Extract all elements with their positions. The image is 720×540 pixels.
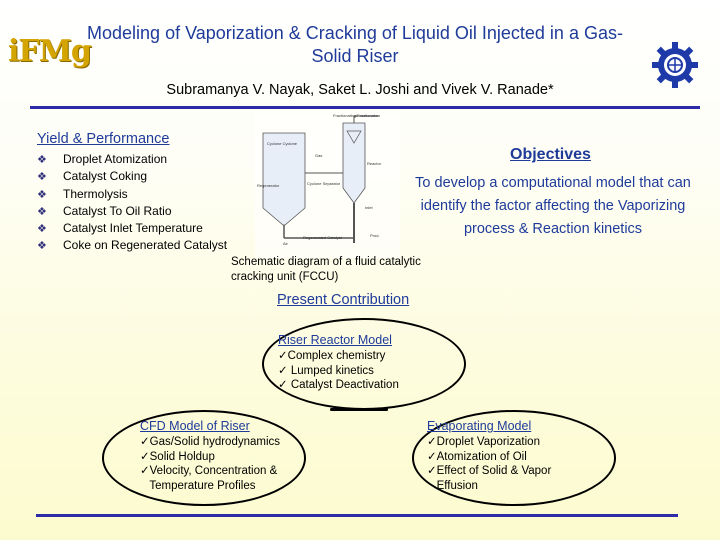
list-item: ✓Gas/Solid hydrodynamics <box>140 436 281 448</box>
list-item: ✓ Lumped kinetics <box>278 364 374 377</box>
connector-bar <box>330 408 388 411</box>
objectives-text: To develop a computational model that can identify the factor affecting the Vaporizing process & Reaction kinetics <box>415 175 691 237</box>
bullet-icon: ❖ <box>37 188 47 201</box>
list-item: ❖ Catalyst To Oil Ratio <box>37 203 227 220</box>
list-item: Effusion <box>427 479 478 492</box>
diagram-label: Gas <box>315 153 323 158</box>
diagram-label: Cyclone Separator <box>307 181 341 186</box>
objectives-title: Objectives <box>510 146 591 163</box>
evaporating-model-title: Evaporating Model <box>427 419 532 433</box>
diagram-label: Cyclone Cyclone <box>267 141 298 146</box>
list-item: Temperature Profiles <box>140 479 256 492</box>
diagram-label: Air <box>283 241 288 246</box>
list-item: ❖ Catalyst Inlet Temperature <box>37 220 227 237</box>
list-item: ✓Solid Holdup <box>140 450 215 463</box>
fccu-diagram <box>255 113 400 258</box>
ifmg-logo: iFMg <box>8 34 91 69</box>
bullet-icon: ❖ <box>37 240 47 253</box>
present-contribution-title: Present Contribution <box>277 292 410 308</box>
diagram-label: Fractionating/Fractionator <box>333 113 379 118</box>
header-divider <box>30 106 700 109</box>
yield-section-title: Yield & Performance <box>37 131 170 147</box>
list-item: ✓Effect of Solid & Vapor <box>427 465 552 477</box>
list-item: ❖ Coke on Regenerated Catalyst <box>37 237 227 254</box>
evaporating-model-list <box>427 435 551 493</box>
cfd-model-list <box>140 435 280 493</box>
cfd-model-title: CFD Model of Riser <box>140 419 250 433</box>
diagram-label: Inlet <box>365 205 373 210</box>
bullet-icon: ❖ <box>37 154 47 166</box>
list-item: ❖ Thermolysis <box>37 186 227 203</box>
bullet-icon: ❖ <box>37 223 47 236</box>
list-item: ✓Velocity, Concentration & <box>140 465 278 477</box>
diagram-caption: Schematic diagram of a fluid catalytic cracking unit (FCCU) <box>231 256 421 283</box>
list-item: ✓Atomization of Oil <box>427 450 527 463</box>
bullet-icon: ❖ <box>37 205 47 218</box>
authors-line: Subramanya V. Nayak, Saket L. Joshi and Vivek V. Ranade* <box>166 82 554 98</box>
diagram-label: Regenerator <box>257 183 280 188</box>
diagram-label: Reactor <box>367 161 382 166</box>
diagram-label: Prod. <box>370 233 380 238</box>
riser-reactor-list <box>278 349 399 393</box>
yield-list <box>37 151 227 255</box>
list-item: ❖ Catalyst Coking <box>37 168 227 185</box>
list-item: ✓Droplet Vaporization <box>427 436 540 448</box>
footer-divider <box>36 514 678 517</box>
bullet-icon: ❖ <box>37 171 47 184</box>
diagram-label: Regenerated Catalyst <box>303 235 342 240</box>
list-item: ✓ Catalyst Deactivation <box>278 379 399 391</box>
riser-reactor-title: Riser Reactor Model <box>278 333 392 347</box>
page-title: Modeling of Vaporization & Cracking of Liquid Oil Injected in a Gas-Solid Riser <box>87 23 623 66</box>
list-item: ❖ Droplet Atomization <box>37 151 227 168</box>
list-item: ✓Complex chemistry <box>278 350 386 362</box>
